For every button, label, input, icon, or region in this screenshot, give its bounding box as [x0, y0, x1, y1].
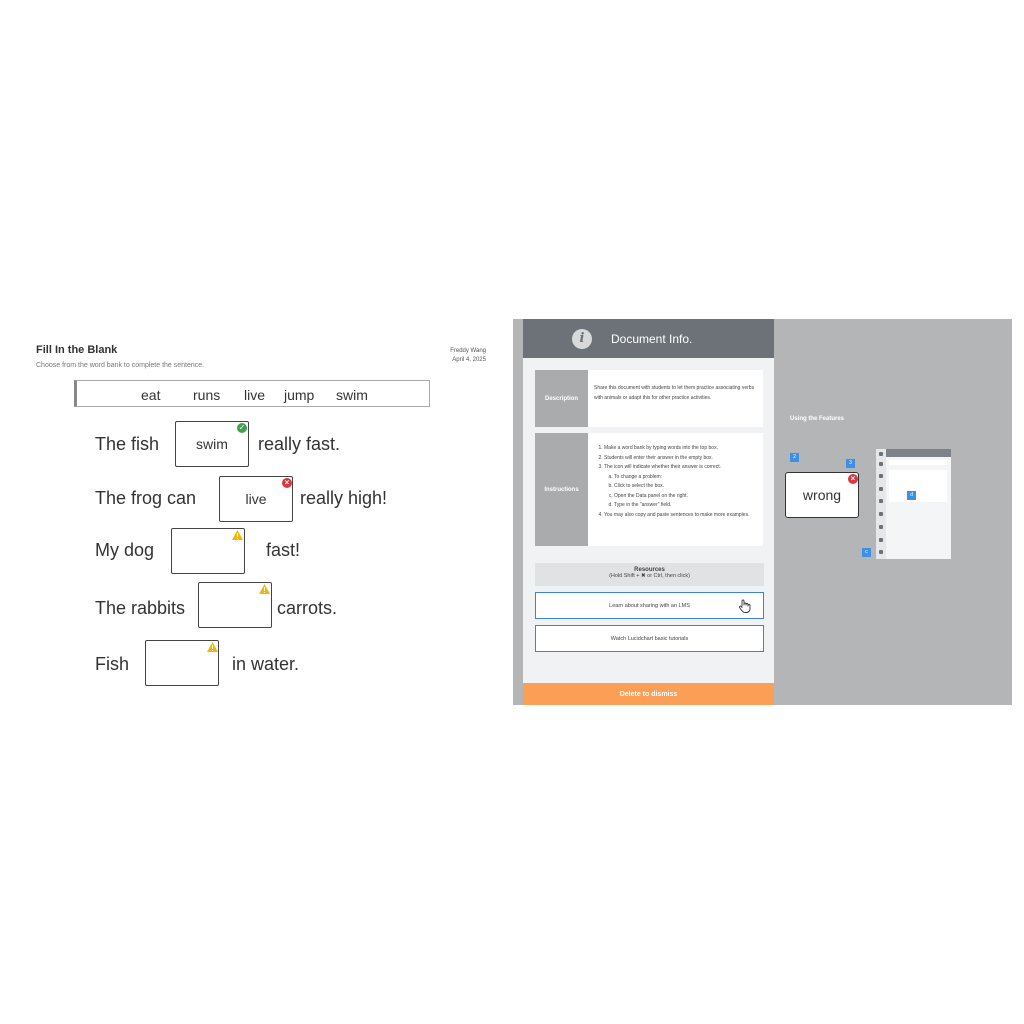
worksheet-date: April 4, 2025	[452, 357, 486, 363]
sentence-after: fast!	[266, 540, 301, 560]
sentence-after: really fast.	[258, 434, 341, 454]
answer-box[interactable]: live	[219, 476, 293, 522]
worksheet-subtitle: Choose from the word bank to complete the sentence.	[36, 362, 205, 369]
toolbar-dot-icon	[879, 487, 883, 491]
link-label: Watch Lucidchart basic tutorials	[610, 635, 689, 642]
word-bank-word: live	[244, 387, 266, 403]
instructions-label: Instructions	[535, 433, 588, 546]
author-name: Freddy Wang	[450, 348, 486, 354]
pointer-hand-icon	[737, 598, 753, 614]
resources-header	[535, 563, 764, 586]
sentence-before: The fish	[95, 434, 160, 454]
instruction-subitem: b. Click to select the box.	[614, 482, 757, 492]
using-features-title: Using the Features	[790, 416, 845, 422]
x-circle-icon: ×	[848, 474, 858, 484]
word-bank[interactable]	[74, 380, 430, 407]
example-answer-box: wrong	[785, 472, 859, 518]
instruction-subitem: d. Type in the "answer" field.	[614, 501, 757, 511]
word-bank-word: jump	[284, 387, 315, 403]
info-icon: i	[572, 329, 592, 349]
sentence-after: in water.	[232, 654, 300, 674]
dismiss-button[interactable]: Delete to dismiss	[523, 683, 774, 705]
instruction-item: 4. You may also copy and paste sentences to make more examples.	[604, 511, 757, 521]
sentence-before: The frog can	[95, 488, 197, 508]
data-panel-preview	[876, 449, 951, 559]
word-bank-word: runs	[193, 387, 221, 403]
step-tag: c	[862, 548, 871, 557]
document-info-title: Document Info.	[611, 332, 693, 346]
word-bank-word: swim	[336, 387, 368, 403]
toolbar-dot-icon	[879, 474, 883, 478]
toolbar-dot-icon	[879, 462, 883, 466]
instruction-item: 2. Students will enter their answer in the empty box.	[604, 454, 757, 464]
data-panel-fields	[889, 470, 947, 502]
data-panel-header	[886, 449, 951, 457]
data-panel-row	[889, 460, 947, 465]
toolbar-dot-icon	[879, 525, 883, 529]
sentence-after: really high!	[300, 488, 388, 508]
lms-sharing-link[interactable]	[535, 592, 764, 619]
check-circle-icon: ✓	[238, 423, 246, 432]
instruction-subitem: a. To change a problem:	[614, 473, 757, 483]
sentence-before: The rabbits	[95, 598, 186, 618]
word-bank-word: eat	[141, 387, 161, 403]
step-tag: d	[907, 491, 916, 500]
x-circle-icon: ×	[282, 478, 292, 488]
description-text: Share this document with students to let them practice associating verbs with animals or adapt this for other practice activities.	[588, 370, 763, 427]
step-tag: 2	[790, 453, 799, 462]
link-label: Learn about sharing with an LMS	[609, 602, 690, 609]
step-tag: 3	[846, 459, 855, 468]
sentence-after: carrots.	[277, 598, 338, 618]
instruction-subitem: c. Open the Data panel on the right.	[614, 492, 757, 502]
sentence-before: Fish	[95, 654, 130, 674]
toolbar-dot-icon	[879, 512, 883, 516]
toolbar-dot-icon	[879, 550, 883, 554]
instruction-item: 1. Make a word bank by typing words into the top box.	[604, 444, 757, 454]
instruction-item-text: The icon will indicate whether their answer is correct.	[604, 464, 721, 470]
toolbar-dot-icon	[879, 452, 883, 456]
tutorials-link[interactable]	[535, 625, 764, 652]
instruction-item	[604, 463, 757, 511]
description-label: Description	[535, 370, 588, 427]
resources-title: Resources	[634, 567, 665, 573]
answer-box[interactable]: swim	[175, 421, 249, 467]
instructions-list	[588, 433, 763, 546]
sentence-before: My dog	[95, 540, 155, 560]
toolbar-dot-icon	[879, 538, 883, 542]
resources-hint: (Hold Shift + ✖ or Ctrl, then click)	[609, 573, 690, 579]
worksheet-title: Fill In the Blank	[36, 344, 118, 356]
toolbar-dot-icon	[879, 499, 883, 503]
